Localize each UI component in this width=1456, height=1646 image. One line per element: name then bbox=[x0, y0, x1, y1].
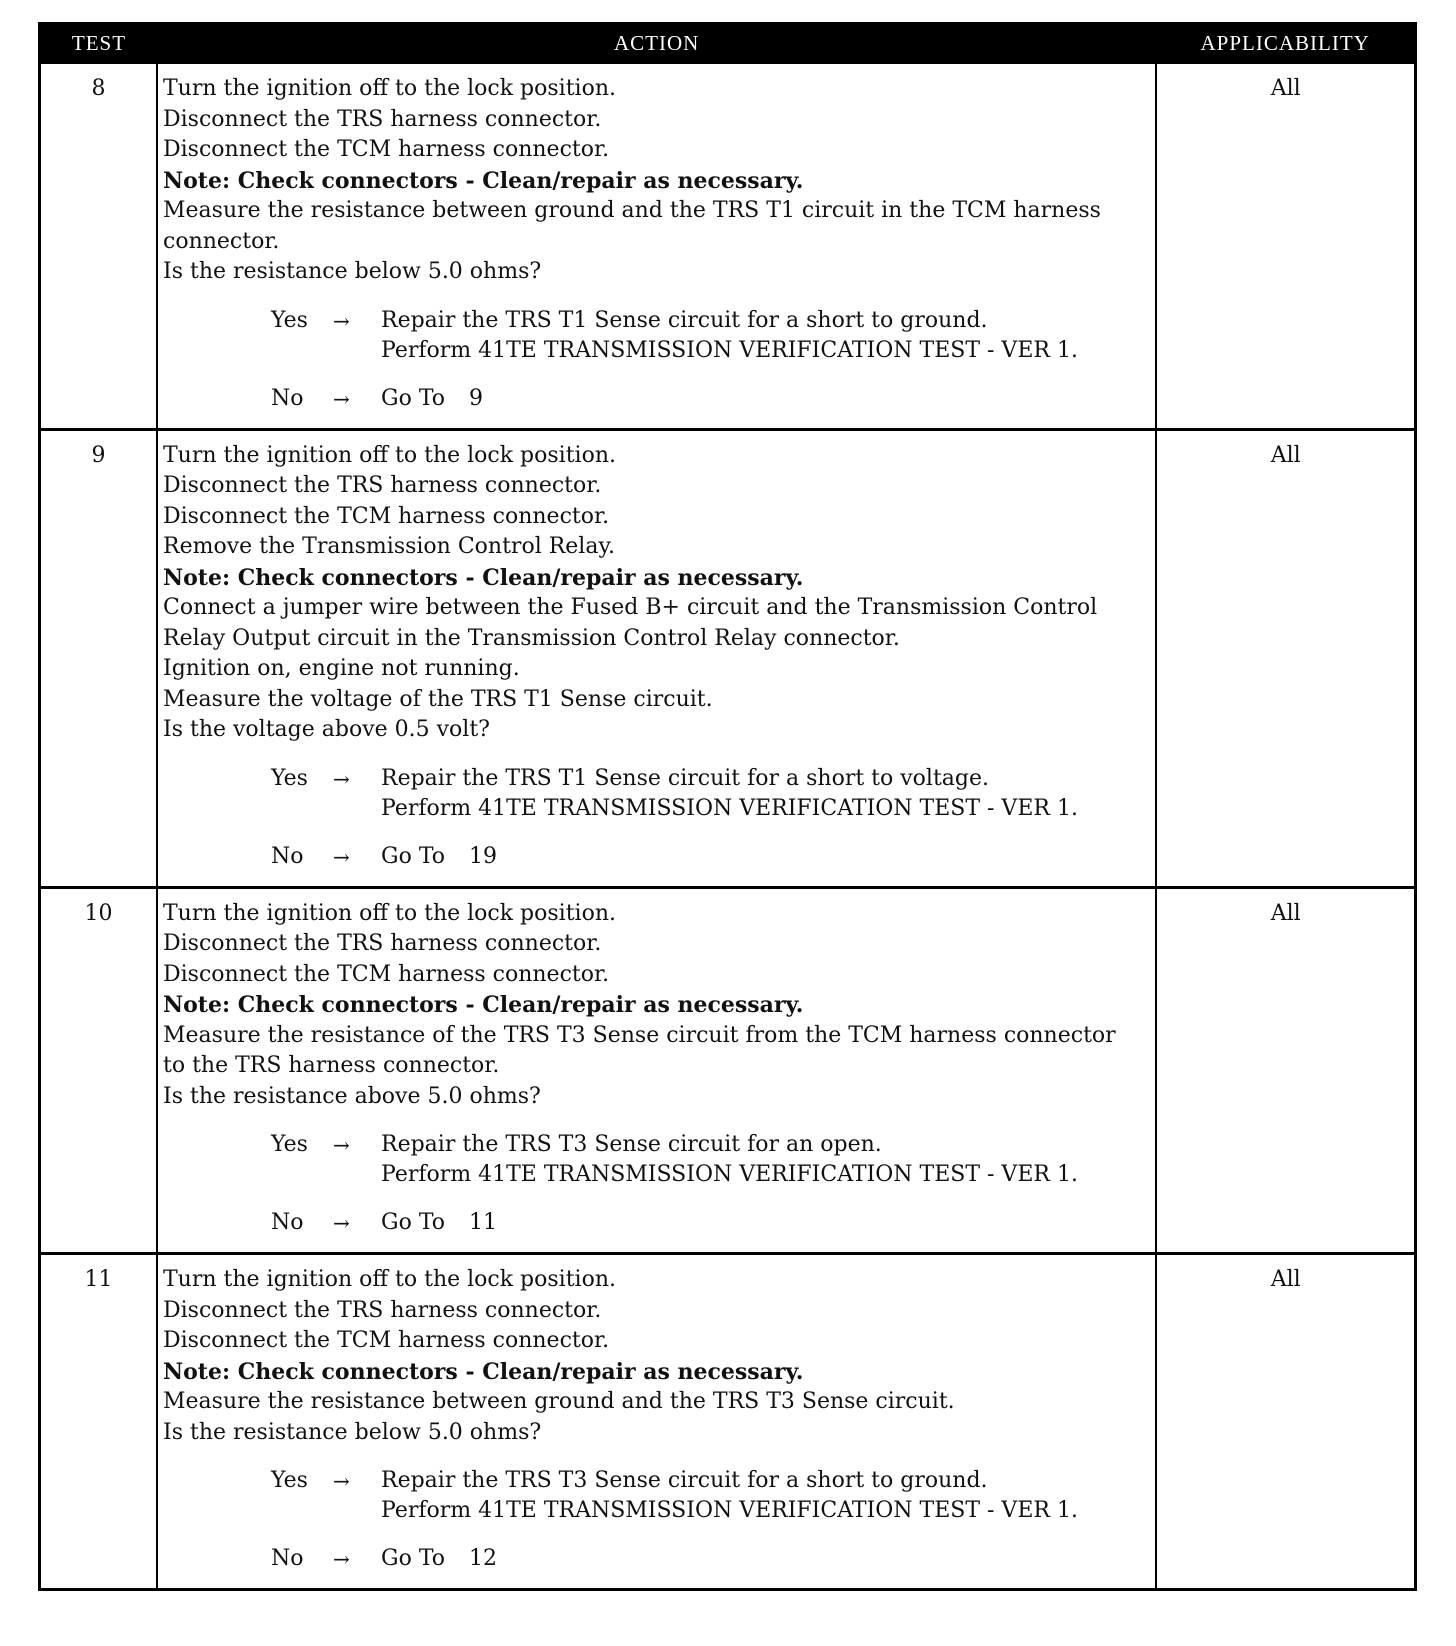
note-line: Note: Check connectors - Clean/repair as necessary. bbox=[163, 992, 804, 1018]
note-line: Note: Check connectors - Clean/repair as necessary. bbox=[163, 1358, 804, 1385]
arrow-right-icon: → bbox=[333, 1547, 350, 1571]
question-line: Is the resistance above 5.0 ohms? bbox=[163, 1083, 541, 1109]
yes-label: Yes bbox=[271, 1132, 308, 1157]
goto-number: 12 bbox=[469, 1546, 498, 1571]
no-outcome bbox=[163, 1544, 1149, 1574]
arrow-right-icon: → bbox=[333, 1133, 350, 1157]
no-label: No bbox=[271, 385, 304, 411]
action-line: Disconnect the TRS harness connector. bbox=[163, 1297, 602, 1323]
action-line: Disconnect the TCM harness connector. bbox=[163, 137, 610, 162]
action-line: Remove the Transmission Control Relay. bbox=[163, 534, 615, 559]
goto-number: 11 bbox=[469, 1210, 498, 1235]
action-line: Turn the ignition off to the lock position. bbox=[163, 1267, 616, 1292]
action-line: Disconnect the TRS harness connector. bbox=[163, 106, 602, 132]
table-header bbox=[40, 24, 1416, 64]
goto-number: 19 bbox=[469, 843, 498, 869]
action-line: Turn the ignition off to the lock position. bbox=[163, 442, 616, 468]
yes-outcome bbox=[163, 306, 1149, 366]
yes-outcome bbox=[163, 1466, 1149, 1526]
no-outcome bbox=[163, 842, 1149, 872]
action-line: Turn the ignition off to the lock position. bbox=[163, 900, 616, 926]
action-line: Disconnect the TRS harness connector. bbox=[163, 473, 602, 498]
action-line: Connect a jumper wire between the Fused B+ circuit and the Transmission Control bbox=[163, 595, 1098, 620]
action-line: Disconnect the TCM harness connector. bbox=[163, 1328, 610, 1353]
arrow-right-icon: → bbox=[333, 766, 350, 791]
yes-repair-text: Repair the TRS T3 Sense circuit for a short to ground. bbox=[381, 1468, 988, 1493]
action-cell bbox=[157, 887, 1156, 1254]
action-cell bbox=[157, 1254, 1156, 1590]
action-cell bbox=[157, 429, 1156, 887]
header-action: ACTION bbox=[157, 24, 1156, 64]
action-line: Measure the resistance between ground and the TRS T1 circuit in the TCM harness bbox=[163, 198, 1101, 223]
applicability-value: All bbox=[1156, 1254, 1415, 1590]
action-line: to the TRS harness connector. bbox=[163, 1053, 500, 1078]
yes-repair-text: Repair the TRS T3 Sense circuit for an open. bbox=[381, 1132, 882, 1157]
question-line: Is the resistance below 5.0 ohms? bbox=[163, 259, 542, 284]
yes-repair-text: Repair the TRS T1 Sense circuit for a short to ground. bbox=[381, 307, 988, 333]
no-label: No bbox=[271, 1546, 304, 1571]
yes-outcome bbox=[163, 1130, 1149, 1190]
action-line: Disconnect the TCM harness connector. bbox=[163, 961, 610, 987]
header-applicability: APPLICABILITY bbox=[1156, 24, 1415, 64]
test-number: 11 bbox=[40, 1254, 158, 1590]
applicability-value: All bbox=[1156, 429, 1415, 887]
note-line: Note: Check connectors - Clean/repair as necessary. bbox=[163, 167, 804, 194]
test-number: 10 bbox=[40, 887, 158, 1254]
yes-label: Yes bbox=[271, 765, 308, 791]
no-outcome bbox=[163, 1208, 1149, 1238]
yes-outcome bbox=[163, 764, 1149, 824]
action-line: Ignition on, engine not running. bbox=[163, 656, 520, 681]
action-line: Measure the resistance between ground and the TRS T3 Sense circuit. bbox=[163, 1389, 955, 1414]
yes-repair-text: Repair the TRS T1 Sense circuit for a short to voltage. bbox=[381, 765, 990, 791]
yes-perform-text: Perform 41TE TRANSMISSION VERIFICATION TEST - VER 1. bbox=[381, 795, 1078, 821]
arrow-right-icon: → bbox=[333, 386, 350, 411]
yes-label: Yes bbox=[271, 307, 308, 333]
question-line: Is the resistance below 5.0 ohms? bbox=[163, 1419, 542, 1445]
goto-number: 9 bbox=[469, 385, 484, 411]
action-line: Turn the ignition off to the lock position. bbox=[163, 76, 616, 101]
applicability-value: All bbox=[1156, 887, 1415, 1254]
action-cell bbox=[157, 63, 1156, 429]
action-line: Measure the resistance of the TRS T3 Sense circuit from the TCM harness connector bbox=[163, 1022, 1116, 1048]
no-label: No bbox=[271, 843, 304, 869]
test-number: 9 bbox=[40, 429, 158, 887]
yes-perform-text: Perform 41TE TRANSMISSION VERIFICATION TEST - VER 1. bbox=[381, 1162, 1078, 1187]
test-number: 8 bbox=[40, 63, 158, 429]
action-line: connector. bbox=[163, 228, 280, 254]
goto-text: Go To bbox=[381, 1546, 446, 1571]
yes-perform-text: Perform 41TE TRANSMISSION VERIFICATION TEST - VER 1. bbox=[381, 1498, 1078, 1523]
yes-perform-text: Perform 41TE TRANSMISSION VERIFICATION TEST - VER 1. bbox=[381, 337, 1078, 363]
arrow-right-icon: → bbox=[333, 844, 350, 869]
table-row bbox=[40, 429, 1416, 887]
action-line: Measure the voltage of the TRS T1 Sense circuit. bbox=[163, 686, 713, 712]
arrow-right-icon: → bbox=[333, 1469, 350, 1493]
header-test: TEST bbox=[40, 24, 158, 64]
action-line: Disconnect the TCM harness connector. bbox=[163, 503, 610, 529]
table-row bbox=[40, 1254, 1416, 1590]
action-line: Disconnect the TRS harness connector. bbox=[163, 931, 602, 956]
arrow-right-icon: → bbox=[333, 308, 350, 333]
table-row bbox=[40, 63, 1416, 429]
no-outcome bbox=[163, 384, 1149, 414]
applicability-value: All bbox=[1156, 63, 1415, 429]
note-line: Note: Check connectors - Clean/repair as necessary. bbox=[163, 564, 804, 591]
goto-text: Go To bbox=[381, 1210, 446, 1235]
no-label: No bbox=[271, 1210, 304, 1235]
diagnostic-test-table bbox=[38, 22, 1417, 1591]
yes-label: Yes bbox=[271, 1468, 308, 1493]
goto-text: Go To bbox=[381, 385, 446, 411]
question-line: Is the voltage above 0.5 volt? bbox=[163, 717, 490, 742]
action-line: Relay Output circuit in the Transmission Control Relay connector. bbox=[163, 625, 900, 651]
arrow-right-icon: → bbox=[333, 1211, 350, 1235]
table-row bbox=[40, 887, 1416, 1254]
goto-text: Go To bbox=[381, 843, 446, 869]
